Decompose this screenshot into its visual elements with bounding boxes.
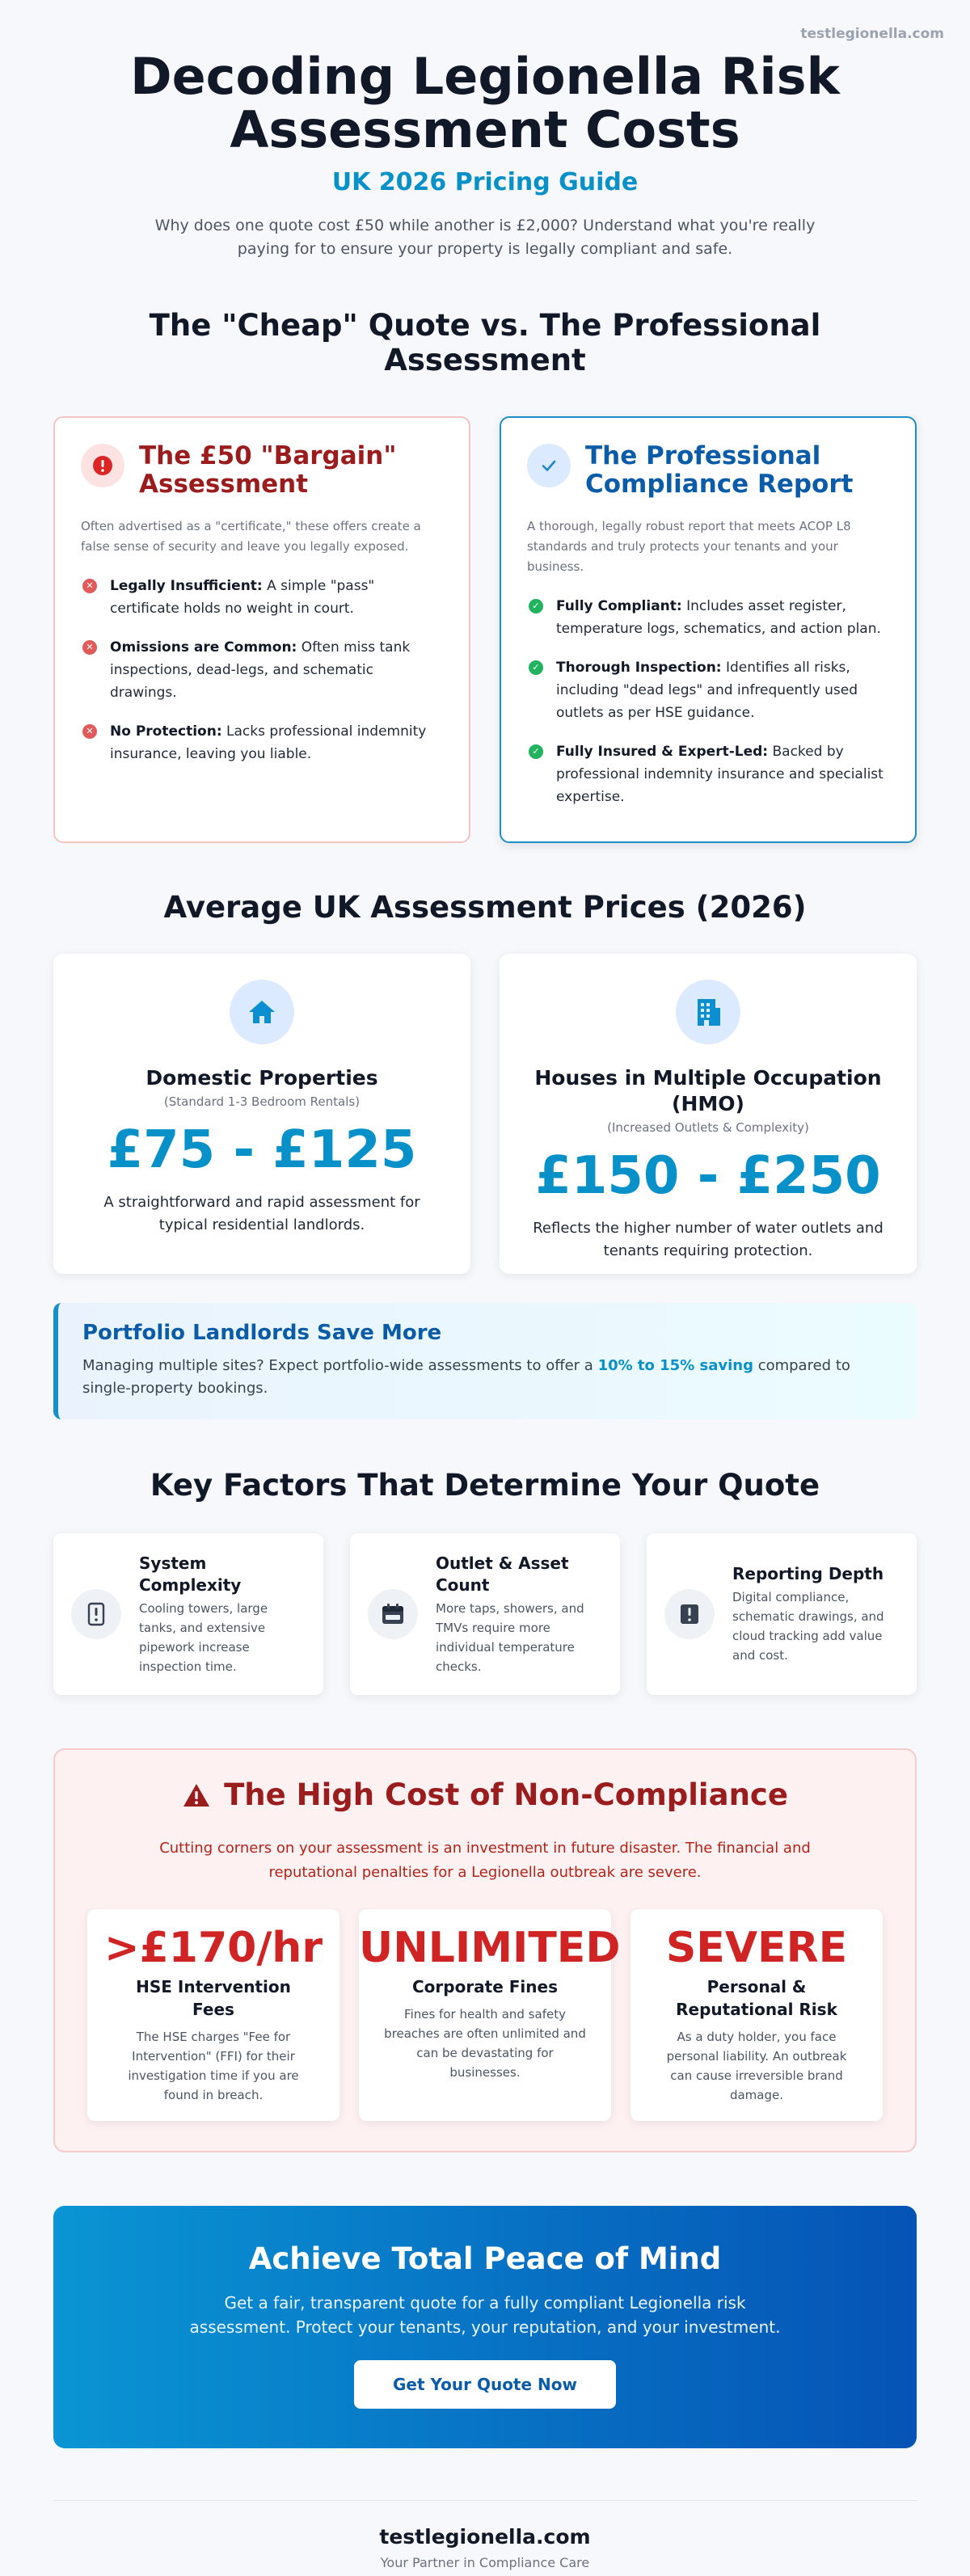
stat-desc: Fines for health and safety breaches are often unlimited and can be devastating for businesses. (384, 2007, 586, 2080)
list-item-text (110, 636, 443, 704)
professional-card-title: The Professional Compliance Report (585, 441, 854, 499)
price-card-desc: A straightforward and rapid assessment for typical residential landlords. (103, 1194, 420, 1233)
price-card-sub: (Standard 1-3 Bedroom Rentals) (163, 1094, 361, 1109)
price-value: £150 - £250 (535, 1146, 881, 1206)
price-card-name: Houses in Multiple Occupation (HMO) (534, 1066, 882, 1115)
list-item (527, 595, 889, 640)
risk-stats (87, 1909, 883, 2121)
cross-icon: ✕ (82, 724, 97, 739)
prices-section (53, 954, 917, 1274)
price-card-name: Domestic Properties (146, 1066, 378, 1090)
brand-link-top[interactable]: testlegionella.com (800, 26, 944, 42)
factor-card-system (53, 1533, 323, 1695)
list-item-label: Fully Insured & Expert-Led: (556, 744, 769, 760)
factor-content (436, 1553, 602, 1676)
callout-title: Portfolio Landlords Save More (82, 1321, 442, 1345)
footer-brand[interactable]: testlegionella.com (379, 2525, 591, 2549)
factor-content (139, 1553, 306, 1676)
list-item-label: Thorough Inspection: (556, 660, 722, 676)
stat-name: HSE Intervention Fees (136, 1977, 291, 2019)
callout-text-end: compared to single-property bookings. (82, 1357, 850, 1397)
page-header (53, 0, 917, 261)
comparison-section (53, 416, 917, 843)
cta-title: Achieve Total Peace of Mind (248, 2241, 722, 2276)
report-icon (664, 1589, 715, 1639)
list-item-label: Legally Insufficient: (110, 578, 263, 594)
callout-text-start: Managing multiple sites? Expect portfolio-wide assessments to offer a (82, 1357, 598, 1374)
list-item-label: Omissions are Common: (110, 639, 297, 656)
professional-card-desc: A thorough, legally robust report that meets ACOP L8 standards and truly protects your tenants and your business. (527, 519, 851, 574)
page-title: Decoding Legionella Risk Assessment Costs (130, 47, 840, 159)
risk-title-text: The High Cost of Non-Compliance (224, 1777, 788, 1812)
bargain-card-title: The £50 "Bargain" Assessment (139, 441, 397, 499)
callout-text (82, 1355, 892, 1400)
list-item (81, 575, 443, 620)
factors-section (53, 1533, 917, 1695)
get-quote-button[interactable]: Get Your Quote Now (354, 2360, 616, 2409)
page-subtitle: UK 2026 Pricing Guide (331, 168, 639, 196)
non-compliance-section (53, 1748, 917, 2152)
calendar-icon (368, 1589, 418, 1639)
list-item (527, 740, 889, 808)
page-intro: Why does one quote cost £50 while another is £2,000? Understand what you're really paying for to ensure your property is legally compliant and safe. (154, 217, 816, 258)
factor-name: Reporting Depth (732, 1564, 884, 1583)
cross-icon: ✕ (82, 579, 97, 593)
stat-card-reputational-risk (630, 1909, 883, 2121)
list-item-body: Includes asset register, temperature logs, schematics, and action plan. (556, 598, 881, 637)
list-item-text (110, 720, 443, 765)
callout-highlight: 10% to 15% saving (597, 1357, 753, 1374)
stat-desc: As a duty holder, you face personal liability. An outbreak can cause irreversible brand damage. (666, 2030, 847, 2102)
price-card-sub: (Increased Outlets & Complexity) (607, 1120, 809, 1135)
professional-card-header (527, 442, 889, 499)
list-item-body: Identifies all risks, including "dead legs" and infrequently used outlets as per HSE guidance. (556, 660, 858, 721)
factor-name: Outlet & Asset Count (436, 1553, 569, 1595)
stat-value: >£170/hr (104, 1924, 323, 1972)
cta-text: Get a fair, transparent quote for a fully compliant Legionella risk assessment. Protect your tenants, your reputation, and your investment. (189, 2293, 781, 2337)
stat-card-corporate-fines (359, 1909, 621, 2121)
factor-name: System Complexity (139, 1553, 242, 1595)
page-footer (53, 2500, 917, 2570)
warning-icon (182, 1782, 211, 1808)
factor-desc: More taps, showers, and TMVs require more individual temperature checks. (436, 1600, 584, 1674)
bargain-card-header (81, 442, 443, 499)
bargain-card-desc: Often advertised as a "certificate," these offers create a false sense of security and leave you legally exposed. (81, 519, 421, 554)
list-item-text (556, 595, 889, 640)
list-item-text (110, 575, 443, 620)
comparison-title: The "Cheap" Quote vs. The Professional Assessment (149, 308, 821, 377)
list-item-body: A simple "pass" certificate holds no weight in court. (110, 578, 375, 617)
stat-value: UNLIMITED (359, 1924, 621, 1972)
stat-name: Personal & Reputational Risk (676, 1977, 837, 2019)
list-item-label: No Protection: (110, 723, 222, 740)
alert-icon (81, 444, 124, 487)
stat-desc: The HSE charges "Fee for Intervention" (FFI) for their investigation time if you are found in breach. (128, 2030, 299, 2102)
factor-desc: Cooling towers, large tanks, and extensive pipework increase inspection time. (139, 1600, 268, 1674)
portfolio-callout (53, 1303, 917, 1419)
price-value: £75 - £125 (107, 1120, 417, 1180)
factor-card-outlets (350, 1533, 620, 1695)
page-container (53, 0, 917, 2570)
risk-intro: Cutting corners on your assessment is an investment in future disaster. The financial and reputational penalties for a Legionella outbreak are severe. (159, 1840, 811, 1881)
bargain-card-list (81, 575, 443, 765)
list-item-text (556, 740, 889, 808)
risk-title (87, 1777, 883, 1812)
bargain-assessment-card (53, 416, 470, 843)
cylinder-icon (71, 1589, 121, 1639)
professional-report-card (500, 416, 917, 843)
list-item-body: Often miss tank inspections, dead-legs, and schematic drawings. (110, 639, 411, 701)
prices-title: Average UK Assessment Prices (2026) (163, 890, 807, 925)
factors-title: Key Factors That Determine Your Quote (150, 1468, 820, 1503)
cta-banner (53, 2206, 917, 2448)
house-icon (230, 980, 294, 1044)
check-icon (527, 444, 571, 487)
list-item (81, 720, 443, 765)
factor-content (732, 1563, 899, 1665)
professional-card-list (527, 595, 889, 808)
list-item-body: Backed by professional indemnity insurance and specialist expertise. (556, 744, 884, 805)
footer-tagline: Your Partner in Compliance Care (380, 2555, 590, 2570)
list-item-label: Fully Compliant: (556, 598, 682, 614)
stat-value: SEVERE (665, 1924, 848, 1972)
list-item-text (556, 656, 889, 724)
check-circle-icon: ✓ (529, 599, 543, 613)
stat-name: Corporate Fines (411, 1977, 558, 1996)
check-circle-icon: ✓ (529, 660, 543, 675)
price-card-domestic (53, 954, 470, 1274)
check-circle-icon: ✓ (529, 744, 543, 759)
list-item-body: Lacks professional indemnity insurance, leaving you liable. (110, 723, 427, 762)
list-item (527, 656, 889, 724)
cross-icon: ✕ (82, 640, 97, 655)
stat-card-hse-fees (87, 1909, 340, 2121)
price-card-desc: Reflects the higher number of water outlets and tenants requiring protection. (533, 1220, 884, 1259)
factor-card-reporting (647, 1533, 917, 1695)
list-item (81, 636, 443, 704)
price-card-hmo (500, 954, 917, 1274)
factor-desc: Digital compliance, schematic drawings, and cloud tracking add value and cost. (732, 1590, 884, 1663)
building-icon (676, 980, 740, 1044)
